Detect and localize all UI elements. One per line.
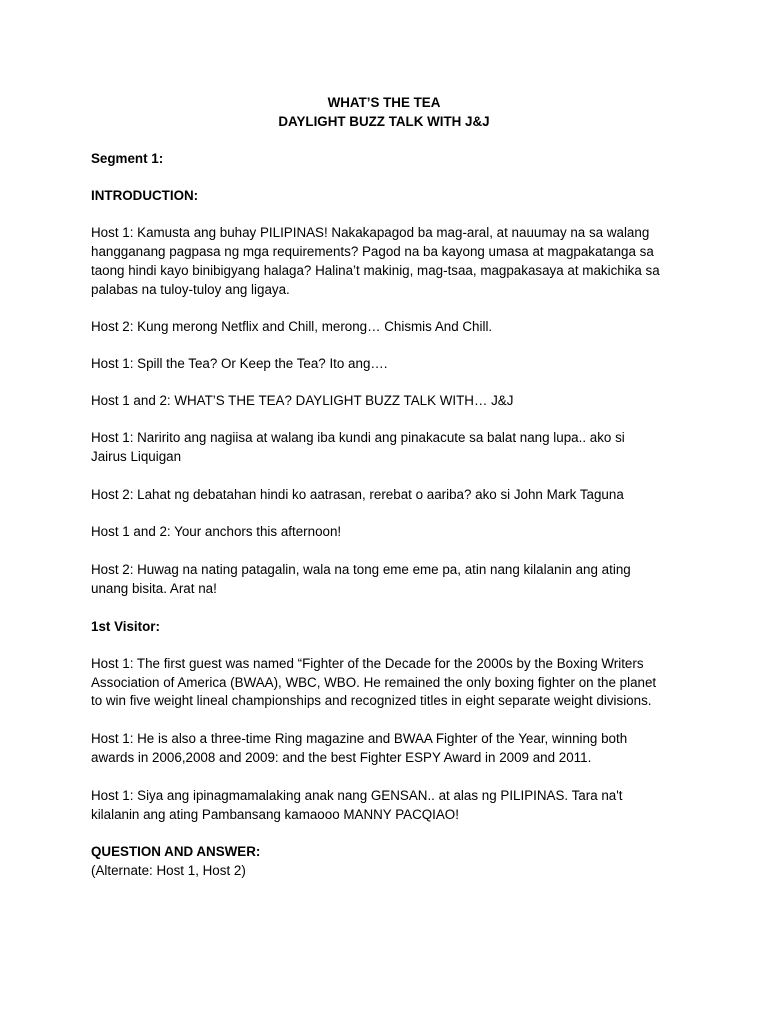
paragraph-line: Host 1: Kamusta ang buhay PILIPINAS! Nakakapagod ba mag-aral, at nauumay na sa walang (91, 225, 650, 240)
paragraph-line: Host 1: Spill the Tea? Or Keep the Tea? Ito ang…. (91, 356, 388, 371)
paragraph-line: hangganang pagpasa ng mga requirements? Pagod na ba kayong umasa at magpakatanga sa (91, 244, 654, 259)
paragraph-line: awards in 2006,2008 and 2009: and the best Fighter ESPY Award in 2009 and 2011. (91, 750, 592, 765)
paragraph-line: Host 1 and 2: Your anchors this afternoon! (91, 524, 342, 539)
paragraph-line: Host 2: Huwag na nating patagalin, wala na tong eme eme pa, atin nang kilalanin ang ating (91, 562, 631, 577)
segment-heading: Segment 1: (91, 151, 164, 166)
paragraph-line: Association of America (BWAA), WBC, WBO. He remained the only boxing fighter on the planet (91, 675, 657, 690)
qa-note: (Alternate: Host 1, Host 2) (91, 863, 246, 878)
paragraph-line: Host 1: He is also a three-time Ring magazine and BWAA Fighter of the Year, winning both (91, 731, 628, 746)
document-title: WHAT’S THE TEA (327, 95, 441, 110)
paragraph-line: Jairus Liquigan (91, 449, 182, 464)
paragraph-line: Host 1: Naririto ang nagiisa at walang iba kundi ang pinakacute sa balat nang lupa.. ako si (91, 430, 625, 445)
paragraph-line: Host 1 and 2: WHAT’S THE TEA? DAYLIGHT BUZZ TALK WITH… J&J (91, 393, 514, 408)
paragraph-line: unang bisita. Arat na! (91, 581, 217, 596)
introduction-heading: INTRODUCTION: (91, 188, 199, 203)
paragraph-line: to win five weight lineal championships and recognized titles in eight separate weight divisions. (91, 693, 652, 708)
paragraph-line: taong hindi kayo binibigyang halaga? Halina’t makinig, mag-tsaa, magpakasaya at makichika sa (91, 263, 660, 278)
paragraph-line: Host 1: Siya ang ipinagmamalaking anak nang GENSAN.. at alas ng PILIPINAS. Tara na't (91, 788, 623, 803)
paragraph-line: Host 1: The first guest was named “Fighter of the Decade for the 2000s by the Boxing Writers (91, 656, 644, 671)
visitor-heading: 1st Visitor: (91, 619, 160, 634)
document-subtitle: DAYLIGHT BUZZ TALK WITH J&J (278, 114, 490, 129)
qa-heading: QUESTION AND ANSWER: (91, 844, 261, 859)
paragraph-line: kilalanin ang ating Pambansang kamaooo MANNY PACQIAO! (91, 807, 459, 822)
paragraph-line: palabas na tuloy-tuloy ang ligaya. (91, 282, 290, 297)
paragraph-line: Host 2: Lahat ng debatahan hindi ko aatrasan, rerebat o aariba? ako si John Mark Taguna (91, 487, 624, 502)
paragraph-line: Host 2: Kung merong Netflix and Chill, merong… Chismis And Chill. (91, 319, 493, 334)
